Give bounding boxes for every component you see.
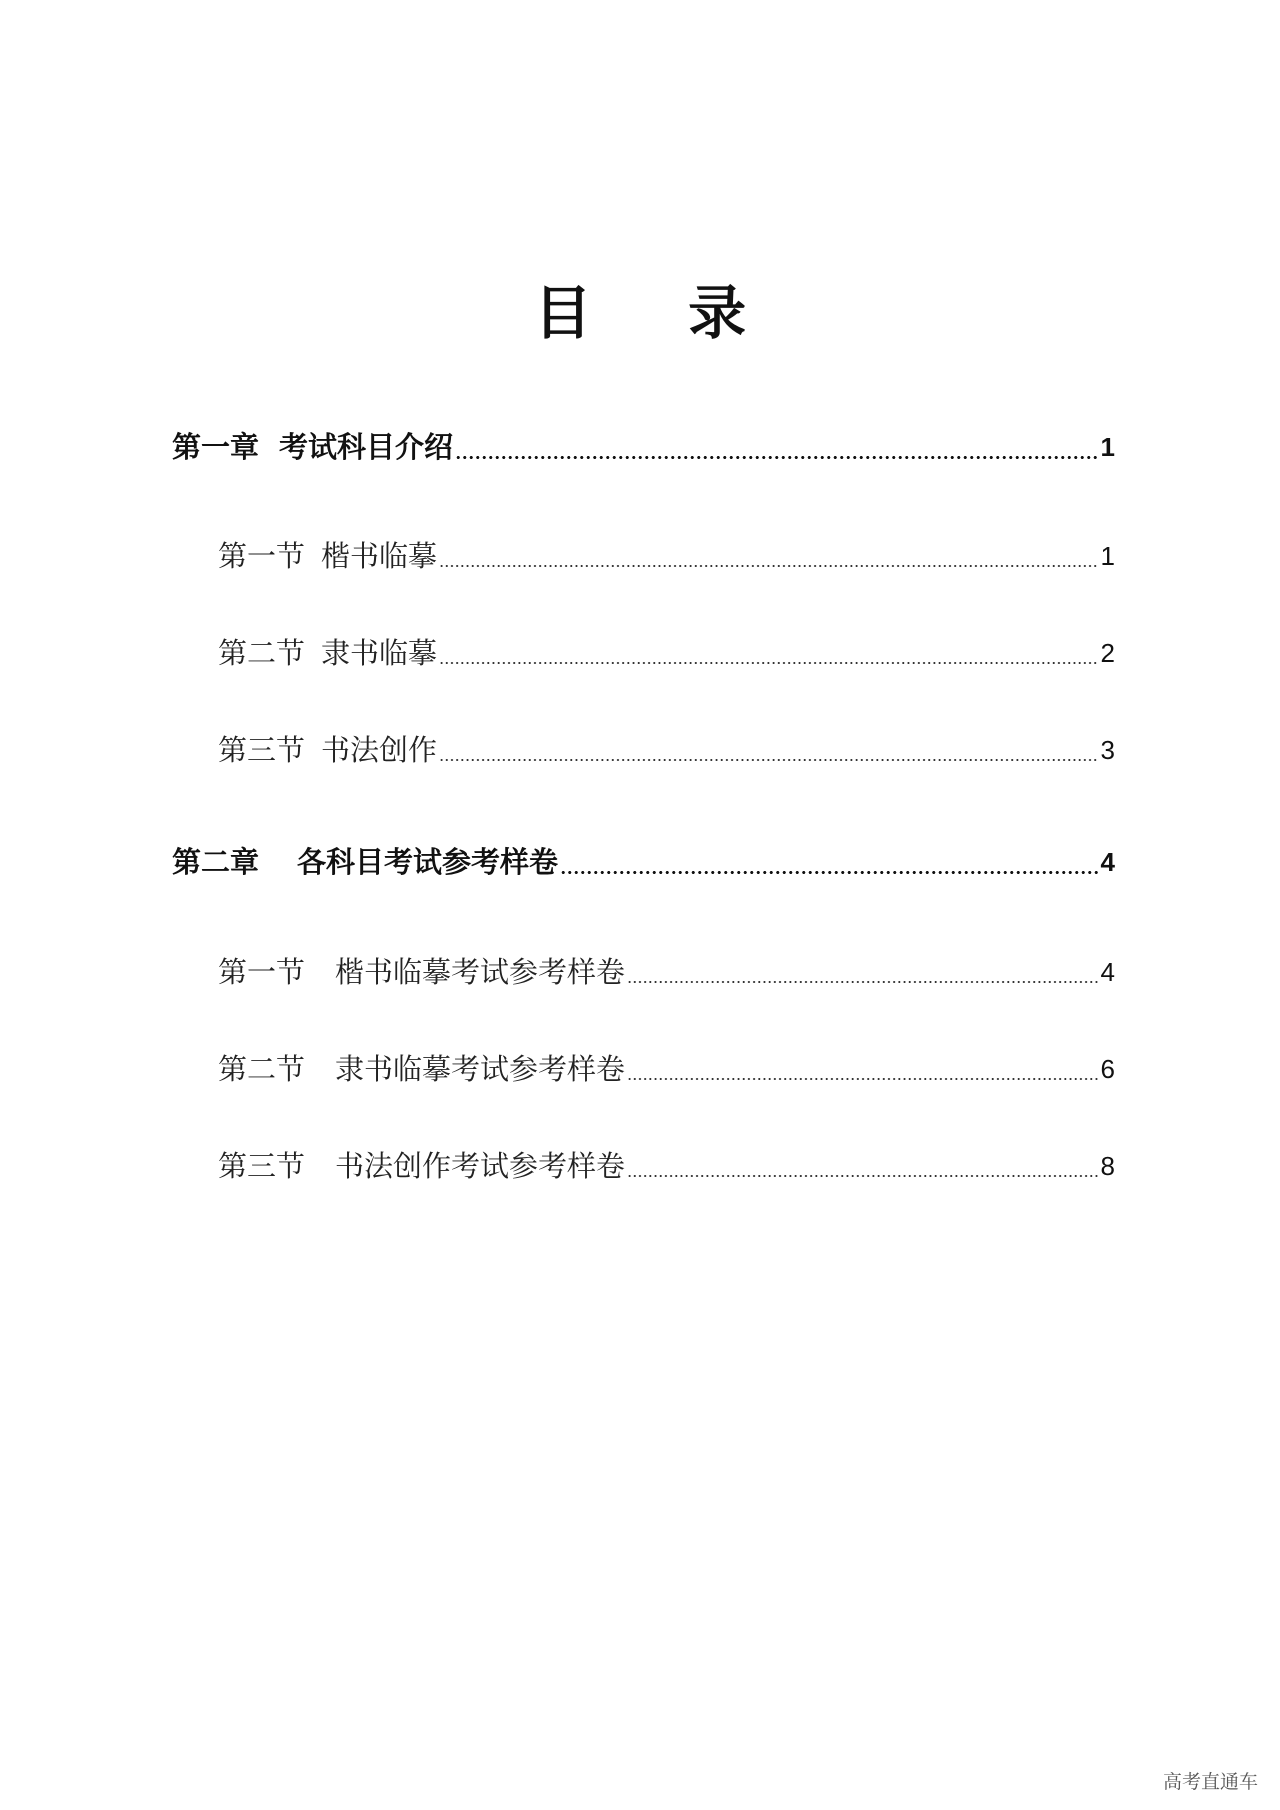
toc-entry-number: 第三节 [218,1149,306,1183]
toc-section-1-3[interactable] [218,730,1115,770]
dot-leader [455,456,1099,459]
toc-entry-title: 楷书临摹考试参考样卷 [335,955,626,989]
dot-leader [627,1175,1099,1177]
toc-page-number: 4 [1100,957,1115,987]
toc-entry-number: 第二章 [172,845,260,879]
toc-entry-label [218,633,437,673]
toc-entry-number: 第三节 [218,733,306,767]
toc-page-number: 3 [1100,735,1115,765]
toc-entry-title: 各科目考试参考样卷 [297,845,559,879]
toc-entry-number: 第二节 [218,1052,306,1086]
toc-entry-number: 第二节 [218,636,306,670]
toc-entry-title: 书法创作 [321,733,438,767]
toc-entry-title: 书法创作考试参考样卷 [335,1149,626,1183]
dot-leader [439,662,1099,664]
toc-page-number: 6 [1100,1054,1115,1084]
toc-entry-number: 第一节 [218,955,306,989]
watermark: 高考直通车 [1162,1771,1258,1793]
dot-leader [439,759,1099,761]
toc-chapter-1[interactable] [172,427,1115,467]
toc-entry-title: 考试科目介绍 [279,430,454,464]
toc-entry-label [172,842,558,882]
toc-page-number: 4 [1100,847,1115,877]
toc-chapter-2[interactable] [172,842,1115,882]
toc-entry-label [218,730,437,770]
toc-entry-label [218,1049,625,1089]
toc-entry-label [218,1146,625,1186]
toc-entry-number: 第一节 [218,539,306,573]
toc-entry-label [218,536,437,576]
toc-section-2-1[interactable] [218,952,1115,992]
toc-entry-label [172,427,453,467]
toc-page-number: 8 [1100,1151,1115,1181]
toc-section-2-2[interactable] [218,1049,1115,1089]
toc-page-number: 1 [1100,541,1115,571]
dot-leader [560,871,1099,874]
toc-section-1-1[interactable] [218,536,1115,576]
toc-entry-title: 隶书临摹 [321,636,438,670]
toc-entry-label [218,952,625,992]
dot-leader [627,1078,1099,1080]
toc-page-number: 2 [1100,638,1115,668]
toc-entry-title: 隶书临摹考试参考样卷 [335,1052,626,1086]
dot-leader [439,565,1099,567]
toc-entry-title: 楷书临摹 [321,539,438,573]
dot-leader [627,981,1099,983]
page-title: 目 录 [533,279,785,347]
toc-entry-number: 第一章 [172,430,260,464]
toc-section-1-2[interactable] [218,633,1115,673]
toc-page-number: 1 [1100,432,1115,462]
toc-section-2-3[interactable] [218,1146,1115,1186]
